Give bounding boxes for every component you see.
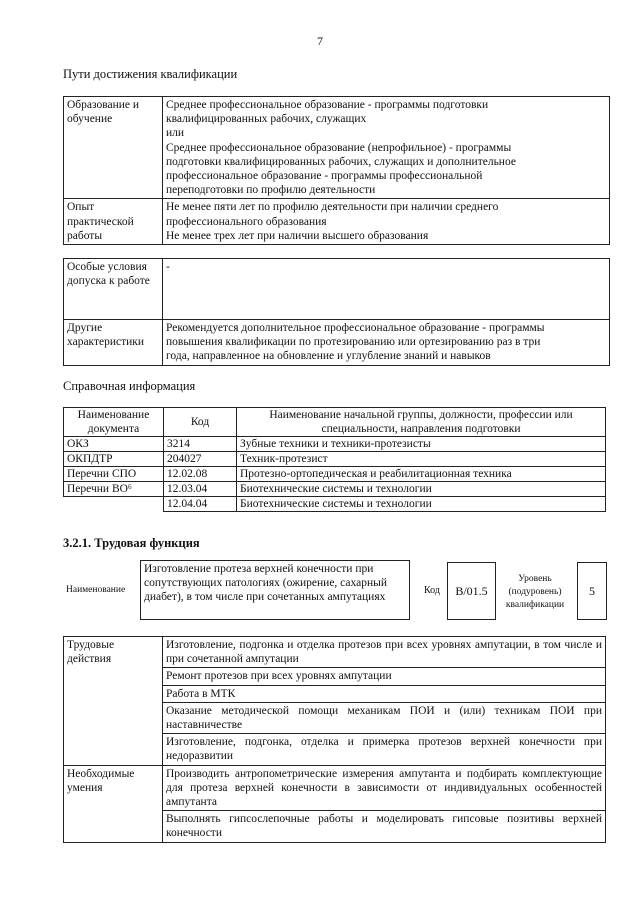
table-cell: 12.02.08 — [164, 467, 237, 482]
table-row — [64, 482, 606, 497]
education-label: Образование и обучение — [64, 97, 163, 199]
level-value-box: 5 — [577, 562, 607, 620]
table-row — [64, 199, 610, 245]
name-label: Наименование — [66, 585, 126, 595]
text-line: года, направленное на обновление и углубление знаний и навыков — [166, 350, 491, 363]
text-line: Не менее трех лет при наличии высшего образования — [166, 229, 429, 242]
table-cell: Оказание методической помощи механикам ПОИ и (или) техникам ПОИ при наставничестве — [163, 702, 606, 733]
text-line: или — [166, 127, 185, 140]
experience-label: Опыт практической работы — [64, 199, 163, 245]
table-cell: Изготовление, подгонка, отделка и примерка протезов верхней конечности при недоразвитии — [163, 734, 606, 765]
text-line: профессиональное образование - программы профессиональной — [166, 170, 483, 183]
text-line: - — [166, 261, 170, 273]
code-value-box: В/01.5 — [447, 562, 496, 620]
table-cell: Перечни СПО — [64, 467, 164, 482]
table-row — [64, 320, 610, 366]
text-line: переподготовки по профилю деятельности — [166, 184, 376, 197]
table-row — [64, 497, 606, 512]
table-cell — [64, 497, 164, 512]
labor-function-heading: 3.2.1. Трудовая функция — [63, 536, 200, 550]
table-cell: Выполнять гипсослепочные работы и моделировать гипсовые позитивы верхней конечности — [163, 811, 606, 842]
table-cell: Изготовление, подгонка и отделка протезов при всех уровнях ампутации, в том числе и при сочетанной ампутации — [163, 637, 606, 668]
level-label: Уровень (подуровень) квалификации — [505, 574, 565, 610]
special-conditions-value — [163, 259, 610, 320]
table-row — [64, 437, 606, 452]
table-cell: Перечни ВО⁶ — [64, 482, 164, 497]
table-row — [64, 259, 610, 320]
page-number: 7 — [317, 34, 323, 48]
text-line: квалифицированных рабочих, служащих — [166, 113, 367, 126]
table-row — [64, 467, 606, 482]
table-cell: ОКПДТР — [64, 452, 164, 467]
table-cell: 3214 — [164, 437, 237, 452]
conditions-table — [63, 258, 610, 366]
text-line: повышения квалификации по протезированию или ортезированию раз в три — [166, 336, 541, 349]
table-row — [64, 765, 606, 811]
required-skills-label: Необходимые умения — [64, 765, 163, 842]
labor-actions-label: Трудовые действия — [64, 637, 163, 766]
table-cell: Работа в МТК — [163, 685, 606, 702]
special-conditions-label: Особые условия допуска к работе — [64, 259, 163, 320]
text-line: Среднее профессиональное образование (непрофильное) - программы — [166, 141, 512, 154]
other-characteristics-label: Другие характеристики — [64, 320, 163, 366]
table-row — [64, 452, 606, 467]
table-header-row — [64, 408, 606, 437]
qualification-title: Пути достижения квалификации — [63, 67, 238, 81]
table-cell: 204027 — [164, 452, 237, 467]
table-cell: Ремонт протезов при всех уровнях ампутации — [163, 668, 606, 685]
function-name-box: Изготовление протеза верхней конечности при сопутствующих патологиях (ожирение, сахарный диабет), в том числе при сочетанных ампутациях — [140, 560, 410, 620]
reference-title: Справочная информация — [63, 379, 196, 393]
reference-table — [63, 407, 606, 512]
table-cell: Техник-протезист — [237, 452, 606, 467]
table-cell: Зубные техники и техники-протезисты — [237, 437, 606, 452]
table-cell: ОКЗ — [64, 437, 164, 452]
column-header: Наименование документа — [64, 408, 164, 437]
actions-table — [63, 636, 606, 843]
text-line: Не менее пяти лет по профилю деятельности при наличии среднего — [166, 201, 499, 214]
text-line: подготовки квалифицированных рабочих, служащих и дополнительное — [166, 155, 516, 168]
text-line: Среднее профессиональное образование - программы подготовки — [166, 99, 489, 111]
code-label: Код — [424, 585, 440, 596]
table-row — [64, 637, 606, 668]
other-characteristics-value — [163, 320, 610, 366]
column-header: Наименование начальной группы, должности, профессии или специальности, направления подготовки — [237, 408, 606, 437]
table-cell: Биотехнические системы и технологии — [237, 497, 606, 512]
table-cell: Протезно-ортопедическая и реабилитационная техника — [237, 467, 606, 482]
text-line: Рекомендуется дополнительное профессиональное образование - программы — [166, 322, 545, 334]
table-cell: 12.03.04 — [164, 482, 237, 497]
education-value — [163, 97, 610, 199]
text-line: профессионального образования — [166, 215, 327, 228]
table-cell: Производить антропометрические измерения ампутанта и подбирать комплектующие для протеза верхней конечности в зависимости от индивидуальных особенностей ампутанта — [163, 765, 606, 811]
table-cell: 12.04.04 — [164, 497, 237, 512]
table-row — [64, 97, 610, 199]
education-table — [63, 96, 610, 245]
column-header: Код — [164, 408, 237, 437]
experience-value — [163, 199, 610, 245]
table-cell: Биотехнические системы и технологии — [237, 482, 606, 497]
